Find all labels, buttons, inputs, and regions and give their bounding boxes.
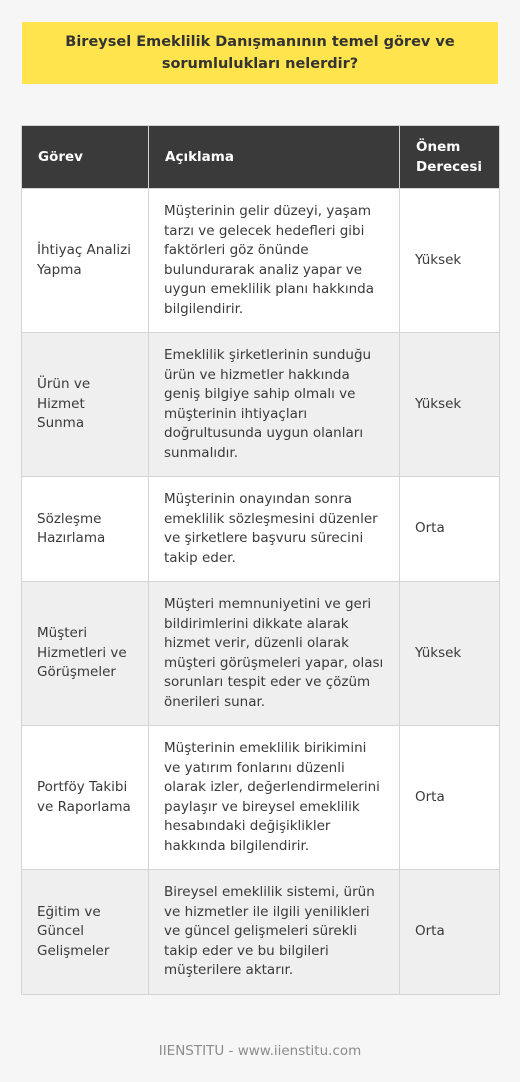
duties-table — [21, 125, 500, 995]
table-row — [22, 333, 500, 477]
column-header-description: Açıklama — [149, 126, 400, 189]
description-cell: Müşterinin onayından sonra emeklilik sözleşmesini düzenler ve şirketlere başvuru sürecini takip eder. — [149, 477, 400, 582]
table-row — [22, 477, 500, 582]
column-header-task: Görev — [22, 126, 149, 189]
importance-cell: Orta — [400, 477, 500, 582]
column-header-importance: Önem Derecesi — [400, 126, 500, 189]
importance-cell: Orta — [400, 870, 500, 995]
description-cell: Bireysel emeklilik sistemi, ürün ve hizmetler ile ilgili yenilikleri ve güncel gelişmeleri sürekli takip eder ve bu bilgileri müşterilere aktarır. — [149, 870, 400, 995]
task-cell: Ürün ve Hizmet Sunma — [22, 333, 149, 477]
task-cell: Eğitim ve Güncel Gelişmeler — [22, 870, 149, 995]
table-row — [22, 726, 500, 870]
importance-cell: Orta — [400, 726, 500, 870]
description-cell: Müşteri memnuniyetini ve geri bildirimlerini dikkate alarak hizmet verir, düzenli olarak müşteri görüşmeleri yapar, olası sorunları tespit eder ve çözüm önerileri sunar. — [149, 582, 400, 726]
table-row — [22, 189, 500, 333]
table-row — [22, 870, 500, 995]
importance-cell: Yüksek — [400, 189, 500, 333]
task-cell: Sözleşme Hazırlama — [22, 477, 149, 582]
title-banner — [22, 22, 498, 84]
task-cell: Portföy Takibi ve Raporlama — [22, 726, 149, 870]
table-header-row — [22, 126, 500, 189]
importance-cell: Yüksek — [400, 582, 500, 726]
task-cell: İhtiyaç Analizi Yapma — [22, 189, 149, 333]
page-title: Bireysel Emeklilik Danışmanının temel görev ve sorumlulukları nelerdir? — [65, 34, 455, 72]
importance-cell: Yüksek — [400, 333, 500, 477]
description-cell: Emeklilik şirketlerinin sunduğu ürün ve hizmetler hakkında geniş bilgiye sahip olmalı ve müşterinin ihtiyaçları doğrultusunda uygun olanları sunmalıdır. — [149, 333, 400, 477]
footer-credit: IIENSTITU - www.iienstitu.com — [158, 1043, 362, 1059]
description-cell: Müşterinin emeklilik birikimini ve yatırım fonlarını düzenli olarak izler, değerlendirmelerini paylaşır ve bireysel emeklilik hesabındaki değişiklikler hakkında bilgilendirir. — [149, 726, 400, 870]
table-row — [22, 582, 500, 726]
task-cell: Müşteri Hizmetleri ve Görüşmeler — [22, 582, 149, 726]
description-cell: Müşterinin gelir düzeyi, yaşam tarzı ve gelecek hedefleri gibi faktörleri göz önünde bulundurarak analiz yapar ve uygun emeklilik planı hakkında bilgilendirir. — [149, 189, 400, 333]
